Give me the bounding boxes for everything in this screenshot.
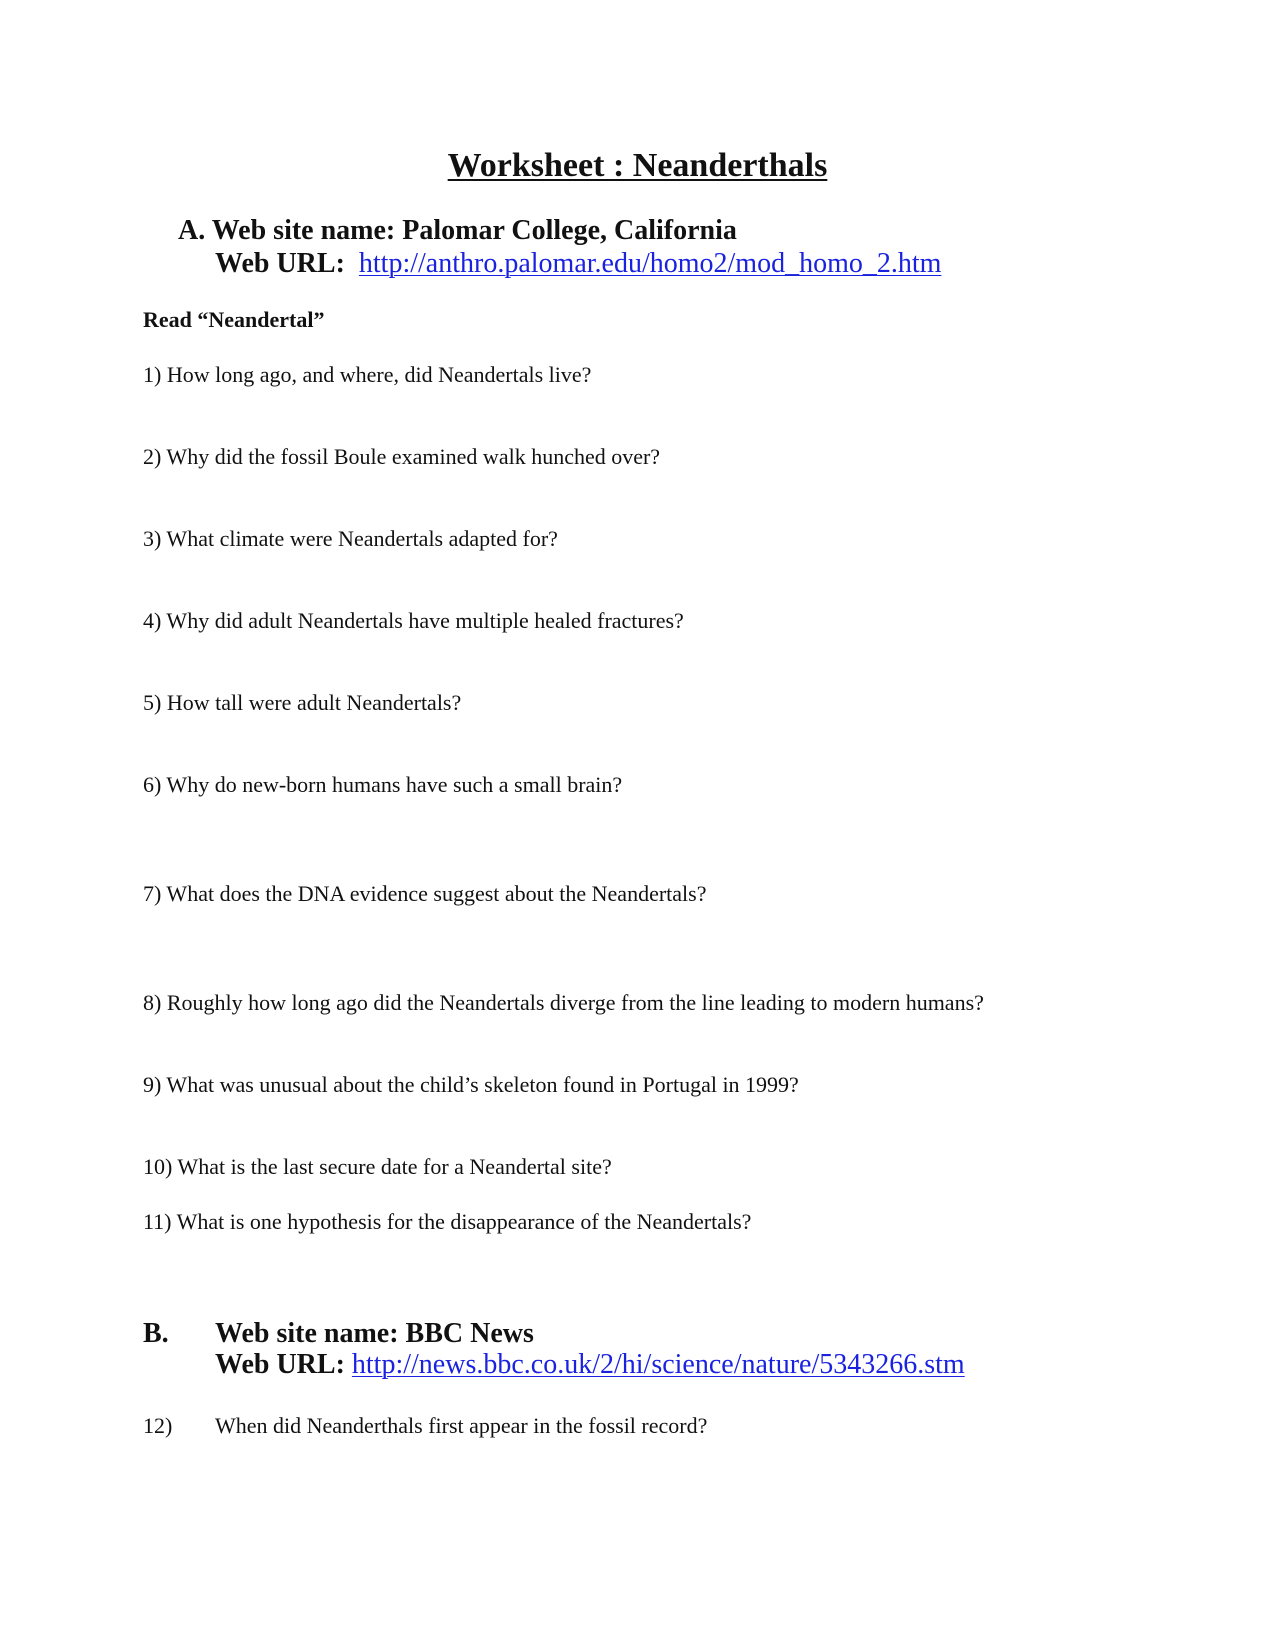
section-b-url-link[interactable]: http://news.bbc.co.uk/2/hi/science/nature/5343266.stm <box>351 1349 965 1380</box>
question-12-number: 12) <box>143 1413 173 1438</box>
question-4: 4) Why did adult Neandertals have multiple healed fractures? <box>143 608 684 633</box>
section-a-url-label: Web URL: <box>215 248 345 279</box>
question-12 <box>143 1412 1043 1440</box>
question-2: 2) Why did the fossil Boule examined walk hunched over? <box>143 444 661 469</box>
section-a-url-line <box>215 247 941 281</box>
section-a-url-link[interactable]: http://anthro.palomar.edu/homo2/mod_homo_2.htm <box>358 248 942 279</box>
question-10: 10) What is the last secure date for a Neandertal site? <box>143 1154 612 1179</box>
reading-instruction: Read “Neandertal” <box>143 307 325 332</box>
question-3: 3) What climate were Neandertals adapted for? <box>143 526 558 551</box>
section-a-heading: A. Web site name: Palomar College, California <box>178 215 737 246</box>
section-b-letter: B. <box>143 1318 169 1349</box>
question-9: 9) What was unusual about the child’s skeleton found in Portugal in 1999? <box>143 1072 799 1097</box>
worksheet-title <box>0 146 1275 186</box>
section-b-heading: Web site name: BBC News <box>215 1318 534 1349</box>
question-6: 6) Why do new-born humans have such a small brain? <box>143 772 623 797</box>
section-b-url-label: Web URL: <box>215 1349 345 1380</box>
question-12-text: When did Neanderthals first appear in the fossil record? <box>215 1413 708 1438</box>
question-5: 5) How tall were adult Neandertals? <box>143 690 462 715</box>
question-1: 1) How long ago, and where, did Neandertals live? <box>143 362 592 387</box>
question-7: 7) What does the DNA evidence suggest about the Neandertals? <box>143 881 707 906</box>
question-8: 8) Roughly how long ago did the Neandertals diverge from the line leading to modern humans? <box>143 990 984 1015</box>
worksheet-title-text: Worksheet : Neanderthals <box>447 147 828 184</box>
question-11: 11) What is one hypothesis for the disappearance of the Neandertals? <box>143 1209 752 1234</box>
section-b-url-line <box>215 1348 965 1382</box>
